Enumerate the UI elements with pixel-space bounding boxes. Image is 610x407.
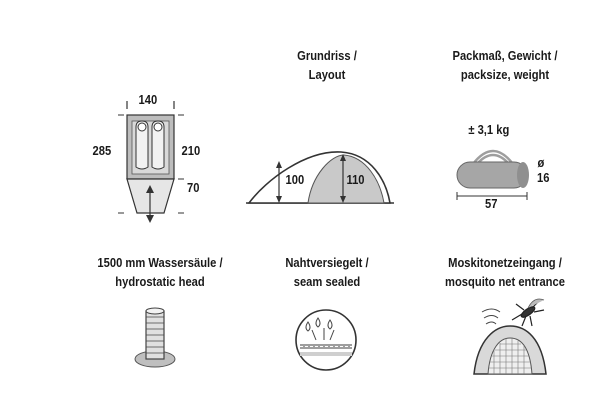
feature-line1: 1500 mm Wassersäule /: [97, 255, 223, 270]
feature-line2: seam sealed: [293, 274, 361, 289]
feature-line1: Nahtversiegelt /: [285, 255, 369, 270]
seam-sealed-icon: [294, 308, 358, 372]
pack-title-line1: Packmaß, Gewicht /: [452, 48, 558, 63]
height-high-label: 110: [346, 172, 365, 187]
pack-diameter-label: 16: [537, 170, 550, 185]
feature-line1: Moskitonetzeingang /: [448, 255, 562, 270]
layout-title-line2: Layout: [308, 67, 346, 82]
pack-weight-label: ± 3,1 kg: [468, 122, 510, 137]
floorplan-length-label: 285: [92, 143, 112, 158]
pack-length-label: 57: [485, 196, 498, 211]
mosquito-net-icon: [466, 298, 556, 378]
layout-title-line1: Grundriss /: [297, 48, 357, 63]
pack-title-line2: packsize, weight: [460, 67, 550, 82]
tent-side-view: [246, 140, 396, 210]
pack-bag-icon: [455, 142, 535, 202]
floorplan-vestibule-label: 70: [187, 180, 200, 195]
water-column-icon: [130, 305, 190, 375]
height-low-label: 100: [285, 172, 305, 187]
feature-line2: hydrostatic head: [115, 274, 205, 289]
feature-line2: mosquito net entrance: [445, 274, 565, 289]
floorplan-diagram: [118, 95, 218, 225]
floorplan-width-label: 140: [138, 92, 158, 107]
floorplan-inner-length-label: 210: [181, 143, 201, 158]
pack-diameter-symbol: ø: [537, 155, 545, 170]
